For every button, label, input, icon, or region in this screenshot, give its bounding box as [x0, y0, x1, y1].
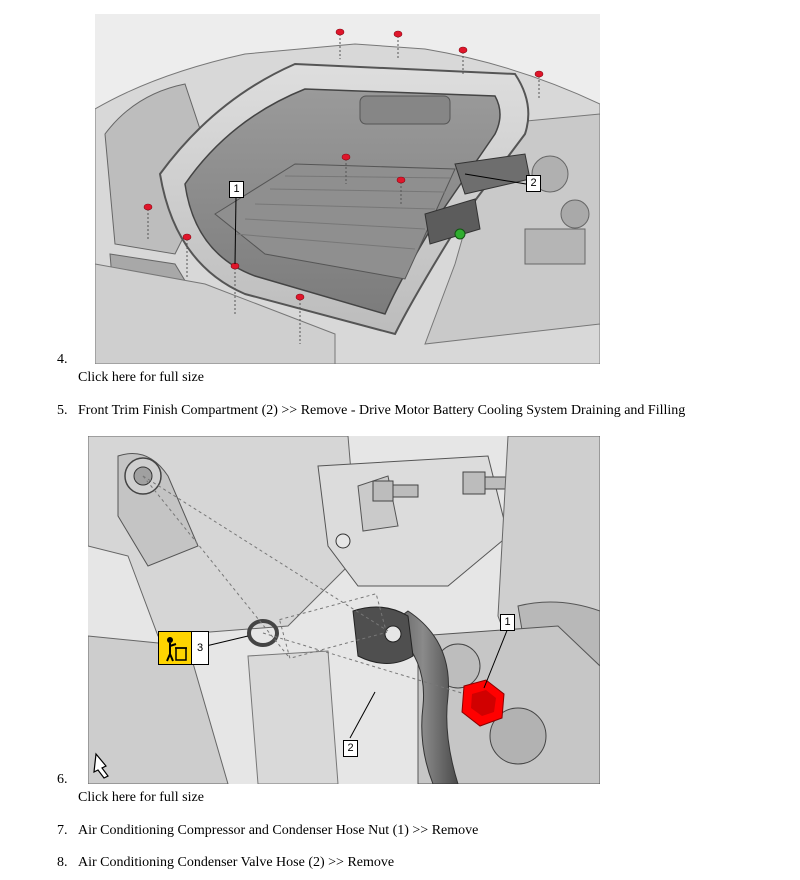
frunk-illustration: [95, 14, 600, 364]
step-number-6: 6.: [57, 772, 68, 787]
callout-2: 2: [343, 740, 358, 757]
callout-2: 2: [526, 175, 541, 192]
step-number-7: 7.: [57, 823, 68, 838]
step-number-5: 5.: [57, 403, 68, 418]
full-size-link[interactable]: Click here for full size: [78, 790, 204, 805]
callout-1: 1: [229, 181, 244, 198]
step-number-4: 4.: [57, 352, 68, 367]
step-text-8: Air Conditioning Condenser Valve Hose (2) >> Remove: [78, 855, 395, 870]
step-text-5: Front Trim Finish Compartment (2) >> Remove - Drive Motor Battery Cooling System Draining and Filling: [78, 403, 686, 418]
callout-3: 3: [191, 631, 209, 665]
callout-1: 1: [500, 614, 515, 631]
dispose-icon: [158, 631, 192, 665]
full-size-link[interactable]: Click here for full size: [78, 370, 204, 385]
step-text-7: Air Conditioning Compressor and Condenser Hose Nut (1) >> Remove: [78, 823, 479, 838]
ac-hose-illustration: [88, 436, 600, 784]
step-number-8: 8.: [57, 855, 68, 870]
